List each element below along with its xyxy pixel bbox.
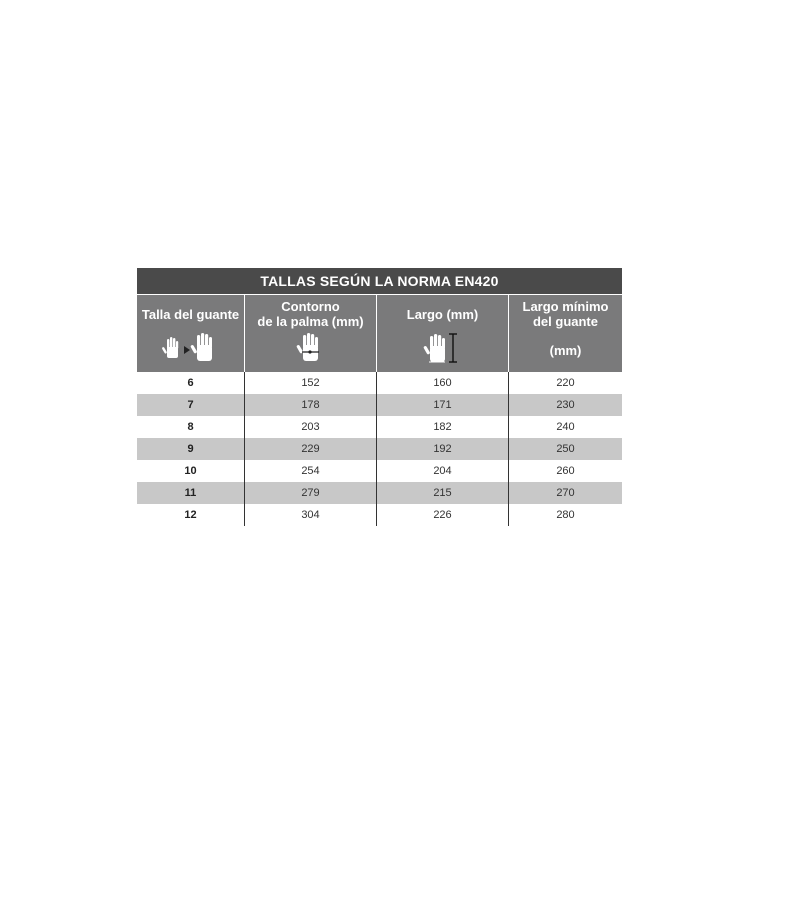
table-body bbox=[137, 372, 622, 526]
table-row bbox=[137, 416, 622, 438]
table-row bbox=[137, 504, 622, 526]
palm-cell: 254 bbox=[245, 460, 377, 482]
palm-cell: 152 bbox=[245, 372, 377, 394]
length-cell: 192 bbox=[377, 438, 509, 460]
min-length-cell: 280 bbox=[556, 509, 575, 521]
palm-cell: 229 bbox=[245, 438, 377, 460]
column-label-min-length-1: Largo mínimo bbox=[522, 299, 609, 314]
palm-cell: 304 bbox=[245, 504, 377, 526]
size-cell: 9 bbox=[137, 438, 245, 460]
column-header-min-length bbox=[509, 295, 622, 372]
min-length-cell: 230 bbox=[556, 399, 575, 411]
column-header-size bbox=[137, 295, 245, 372]
size-cell: 8 bbox=[137, 416, 245, 438]
palm-circumference-icon bbox=[245, 335, 376, 363]
column-label-size: Talla del guante bbox=[141, 307, 240, 322]
length-cell: 171 bbox=[377, 394, 509, 416]
size-cell: 7 bbox=[137, 394, 245, 416]
min-length-cell: 220 bbox=[556, 377, 575, 389]
size-cell: 11 bbox=[137, 482, 245, 504]
table-row bbox=[137, 394, 622, 416]
table-row bbox=[137, 482, 622, 504]
table-row bbox=[137, 372, 622, 394]
hand-size-arrow-icon bbox=[137, 335, 244, 363]
length-cell: 182 bbox=[377, 416, 509, 438]
column-label-palm-1: Contorno bbox=[281, 299, 340, 314]
size-cell: 12 bbox=[137, 504, 245, 526]
min-length-cell: 250 bbox=[556, 443, 575, 455]
length-cell: 215 bbox=[377, 482, 509, 504]
size-cell: 10 bbox=[137, 460, 245, 482]
length-cell: 204 bbox=[377, 460, 509, 482]
column-header-palm bbox=[245, 295, 377, 372]
table-title: TALLAS SEGÚN LA NORMA EN420 bbox=[137, 268, 622, 294]
min-length-cell: 270 bbox=[556, 487, 575, 499]
palm-cell: 178 bbox=[245, 394, 377, 416]
palm-cell: 203 bbox=[245, 416, 377, 438]
palm-cell: 279 bbox=[245, 482, 377, 504]
table-row bbox=[137, 438, 622, 460]
table-header bbox=[137, 294, 622, 372]
column-label-min-length-2: del guante bbox=[532, 314, 598, 329]
column-label-min-length-3: (mm) bbox=[549, 343, 582, 358]
length-cell: 160 bbox=[377, 372, 509, 394]
length-cell: 226 bbox=[377, 504, 509, 526]
min-length-cell: 240 bbox=[556, 421, 575, 433]
min-length-cell: 260 bbox=[556, 465, 575, 477]
column-header-length bbox=[377, 295, 509, 372]
table-row bbox=[137, 460, 622, 482]
column-label-palm-2: de la palma (mm) bbox=[257, 314, 364, 329]
size-cell: 6 bbox=[137, 372, 245, 394]
glove-size-table bbox=[137, 268, 622, 526]
column-label-length: Largo (mm) bbox=[406, 307, 479, 322]
hand-length-icon bbox=[377, 333, 508, 365]
